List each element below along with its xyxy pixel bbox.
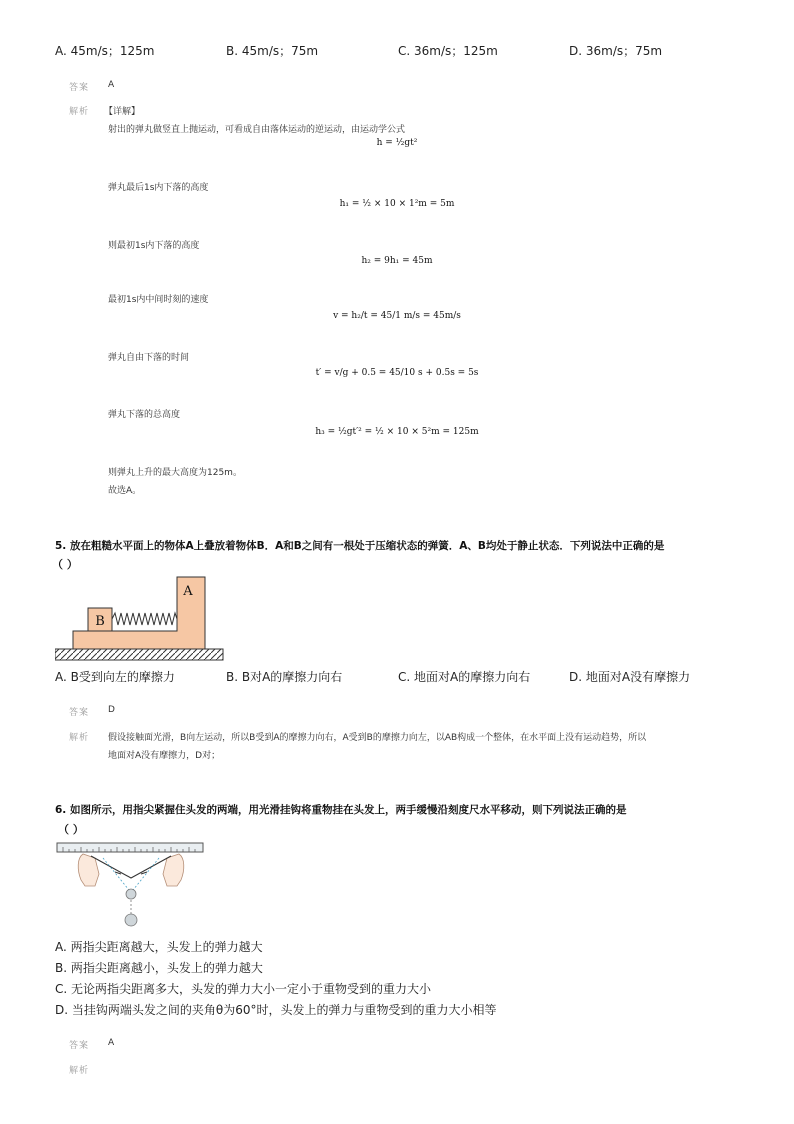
hair-dashed [103,858,159,890]
q4-analysis-tag: 解析 [69,107,90,117]
q4-option-c: C. 36m/s；125m [398,44,498,58]
weight-lower [125,914,137,926]
q4-formula-1: h = ½gt² [376,138,418,148]
q4-line-5: 弹丸自由下落的时间 [108,353,190,363]
q5-option-c: C. 地面对A的摩擦力向右 [398,670,531,684]
q5-analysis-2: 地面对A没有摩擦力，D对； [108,751,221,761]
q4-detail-title: 【详解】 [104,107,141,117]
q4-option-a: A. 45m/s；125m [55,44,155,58]
q4-formula-5: t′ = v/g + 0.5 = 45/10 s + 0.5s = 5s [315,368,479,378]
q4-formula-3: h₂ = 9h₁ = 45m [361,256,433,266]
q6-paren: （ ） [58,823,84,836]
ruler [57,843,203,852]
q4-option-b: B. 45m/s；75m [226,44,319,58]
label-b: B [95,614,105,629]
hair-strand [91,856,171,878]
q6-figure [55,840,207,935]
spring [112,613,177,625]
q6-analysis-tag: 解析 [69,1066,90,1076]
label-a: A [183,584,193,599]
q4-line-7: 则弹丸上升的最大高度为125m。 [108,468,242,478]
q4-answer: A [108,80,115,90]
q5-stem: 5. 放在粗糙水平面上的物体A上叠放着物体B．A和B之间有一根处于压缩状态的弹簧．A、B均处于静止状态．下列说法中正确的是 [55,540,665,552]
q4-formula-6: h₃ = ½gt′² = ½ × 10 × 5²m = 125m [315,427,479,437]
q4-formula-4: v = h₂/t = 45/1 m/s = 45m/s [333,311,461,321]
q5-option-d: D. 地面对A没有摩擦力 [569,670,691,684]
q4-line-3: 则最初1s内下落的高度 [108,241,200,251]
q5-analysis-tag: 解析 [69,733,90,743]
q5-option-b: B. B对A的摩擦力向右 [226,670,343,684]
weight-upper [126,889,136,899]
q6-stem: 6. 如图所示，用指尖紧握住头发的两端，用光滑挂钩将重物挂在头发上，两手缓慢沿刻度尺水平移动，则下列说法正确的是 [55,804,627,816]
q6-option-c: C. 无论两指尖距离多大，头发的弹力大小一定小于重物受到的重力大小 [55,982,432,996]
q5-paren: （ ） [52,558,78,571]
q5-figure [55,575,225,663]
q4-option-d: D. 36m/s；75m [569,44,663,58]
q6-option-b: B. 两指尖距离越小，头发上的弹力越大 [55,961,263,975]
q4-formula-2: h₁ = ½ × 10 × 1²m = 5m [339,199,455,209]
q5-answer: D [108,705,115,715]
q6-answer: A [108,1038,115,1048]
q4-line-2: 弹丸最后1s内下落的高度 [108,183,209,193]
q5-answer-tag: 答案 [69,708,90,718]
q4-line-6: 弹丸下落的总高度 [108,410,181,420]
q4-answer-tag: 答案 [69,83,90,93]
q5-option-a: A. B受到向左的摩擦力 [55,670,175,684]
q6-answer-tag: 答案 [69,1041,90,1051]
q4-line-4: 最初1s内中间时刻的速度 [108,295,209,305]
q6-option-a: A. 两指尖距离越大，头发上的弹力越大 [55,940,263,954]
q4-line-1: 射出的弹丸做竖直上抛运动，可看成自由落体运动的逆运动，由运动学公式 [108,125,406,135]
ground [55,649,223,660]
q6-option-d: D. 当挂钩两端头发之间的夹角θ为60°时，头发上的弹力与重物受到的重力大小相等 [55,1003,497,1017]
q4-line-8: 故选A。 [108,486,142,496]
q5-analysis-1: 假设接触面光滑，B向左运动，所以B受到A的摩擦力向右，A受到B的摩擦力向左，以AB构成一个整体，在水平面上没有运动趋势，所以 [108,733,647,743]
